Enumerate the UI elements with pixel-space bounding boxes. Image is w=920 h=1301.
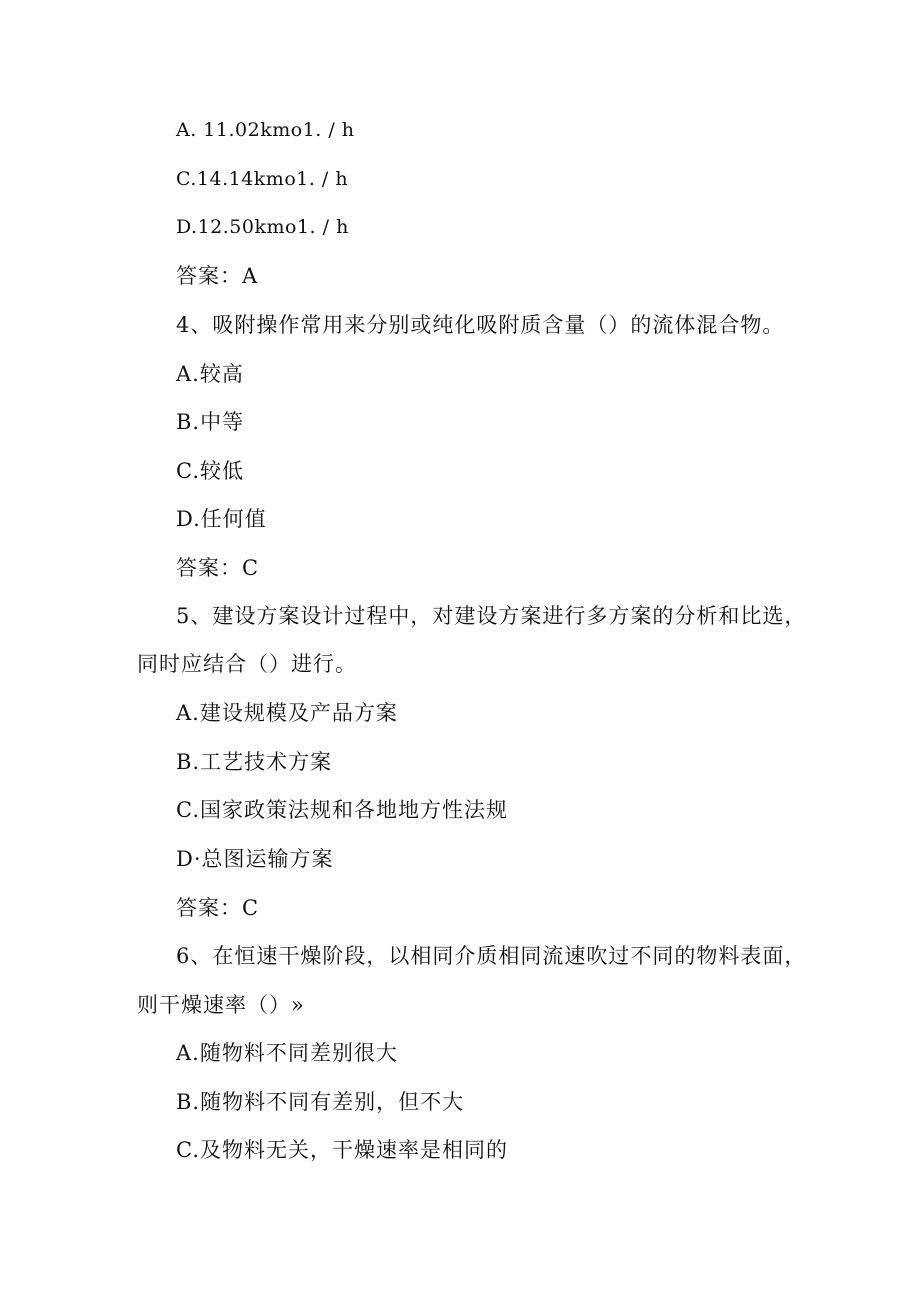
q4-option-b: B.中等 (176, 410, 245, 434)
q4-option-c: C.较低 (176, 459, 244, 483)
q4-answer: 答案：C (176, 556, 260, 580)
q3-option-d: D.12.50kmo1. / h (176, 216, 349, 238)
q5-option-a: A.建设规模及产品方案 (176, 701, 398, 725)
q5-answer: 答案：C (176, 896, 260, 920)
q6-option-b: B.随物料不同有差别，但不大 (176, 1090, 465, 1114)
q4-option-a: A.较高 (176, 362, 244, 386)
q3-answer: 答案：A (176, 264, 259, 288)
q3-option-a: A. 11.02kmo1. / h (176, 119, 355, 141)
q5-question: 5、建设方案设计过程中，对建设方案进行多方案的分析和比选， (176, 604, 807, 628)
q3-option-c: C.14.14kmo1. / h (176, 168, 349, 190)
q5-question-continued: 同时应结合（）进行。 (137, 652, 357, 676)
q6-option-a: A.随物料不同差别很大 (176, 1041, 398, 1065)
q4-question: 4、吸附操作常用来分别或纯化吸附质含量（）的流体混合物。 (176, 313, 785, 337)
q6-question: 6、在恒速干燥阶段，以相同介质相同流速吹过不同的物料表面， (176, 944, 807, 968)
q4-option-d: D.任何值 (176, 507, 267, 531)
q6-question-continued: 则干燥速率（）» (137, 993, 305, 1017)
q5-option-c: C.国家政策法规和各地地方性法规 (176, 798, 508, 822)
q6-option-c: C.及物料无关，干燥速率是相同的 (176, 1138, 508, 1162)
q5-option-d: D·总图运输方案 (176, 847, 334, 871)
q5-option-b: B.工艺技术方案 (176, 750, 333, 774)
